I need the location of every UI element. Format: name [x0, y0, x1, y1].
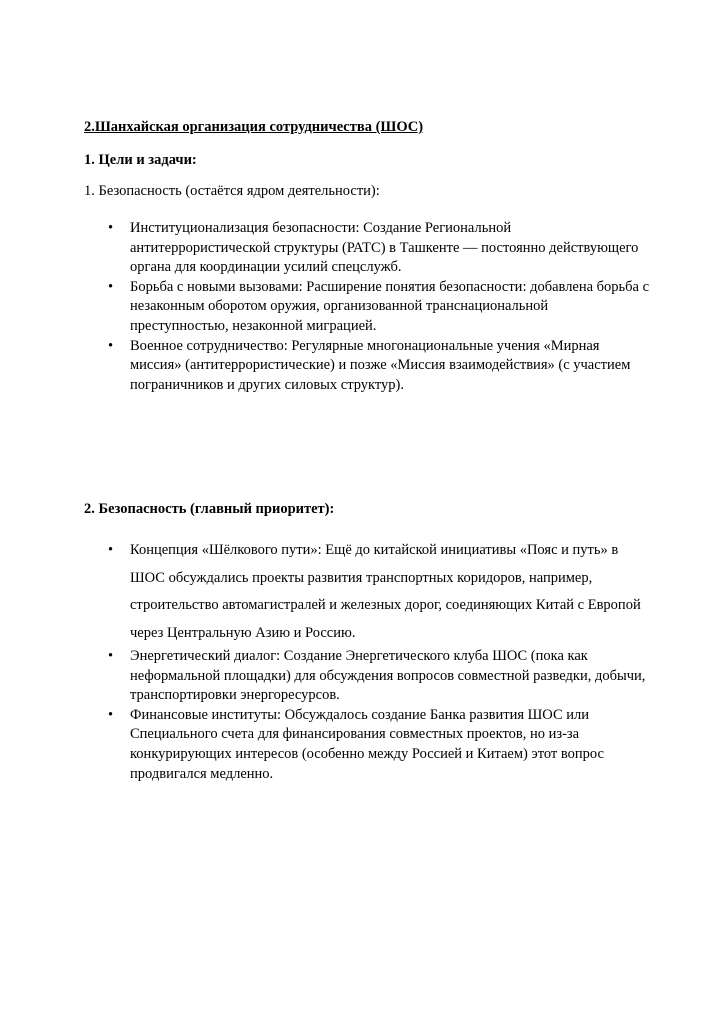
section1-intro: 1. Безопасность (остаётся ядром деятельности):	[84, 183, 380, 199]
list-item	[108, 706, 650, 784]
section2-bullet-list	[108, 537, 650, 784]
section2-heading: 2. Безопасность (главный приоритет):	[84, 501, 335, 517]
list-item	[108, 219, 650, 278]
list-item	[108, 647, 650, 706]
list-item	[108, 537, 650, 647]
bullet-marker: •	[108, 337, 114, 354]
list-item-text: Борьба с новыми вызовами: Расширение понятия безопасности: добавлена борьба с незаконным оборотом оружия, организованной транснациональной преступностью, незаконной миграцией.	[130, 278, 650, 334]
list-item-text: Концепция «Шёлкового пути»: Ещё до китайской инициативы «Пояс и путь» в ШОС обсуждались проекты развития транспортных коридоров, например, строительство автомагистралей и железных дорог, соединяющих Китай с Европой через Центральную Азию и Россию.	[130, 542, 641, 641]
list-item-text: Энергетический диалог: Создание Энергетического клуба ШОС (пока как неформальной площадки) для обсуждения вопросов совместной разведки, добычи, транспортировки энергоресурсов.	[130, 648, 646, 704]
section1-heading: 1. Цели и задачи:	[84, 152, 197, 168]
list-item	[108, 337, 650, 396]
bullet-marker: •	[108, 648, 114, 664]
bullet-marker: •	[108, 542, 114, 558]
bullet-marker: •	[108, 706, 114, 723]
section1-bullet-list	[108, 219, 650, 395]
list-item-text: Финансовые институты: Обсуждалось создание Банка развития ШОС или Специального счета для финансирования совместных проектов, но из-за конкурирующих интересов (особенно между Россией и Китаем) этот вопрос продвигался медленно.	[130, 706, 604, 782]
bullet-marker: •	[108, 278, 114, 295]
bullet-marker: •	[108, 220, 114, 236]
list-item-text: Военное сотрудничество: Регулярные многонациональные учения «Мирная миссия» (антитеррористические) и позже «Миссия взаимодействия» (с участием пограничников и других силовых структур).	[130, 337, 631, 393]
document-title: 2.Шанхайская организация сотрудничества (ШОС)	[84, 119, 424, 135]
list-item-text: Институционализация безопасности: Создание Региональной антитеррористической структуры (РАТС) в Ташкенте — постоянно действующего органа для координации усилий спецслужб.	[130, 220, 639, 276]
list-item	[108, 278, 650, 337]
